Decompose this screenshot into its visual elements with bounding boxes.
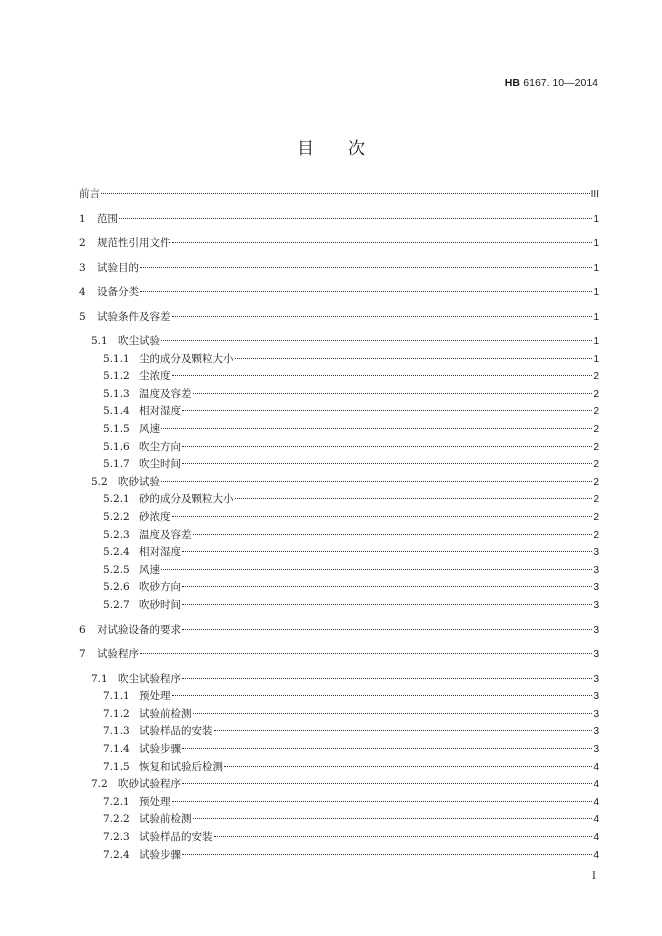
toc-entry-page: 2 [593,441,599,453]
toc-entry-page: 1 [593,262,599,274]
toc-entry-page: 4 [593,814,599,826]
toc-entry[interactable] [91,333,599,349]
toc-entry-page: 2 [593,371,599,383]
toc-entry[interactable] [103,597,599,613]
toc-entry-title: 试验步骤 [139,742,181,755]
toc-entry-page: 2 [593,424,599,435]
toc-leader-dots [172,695,593,696]
toc-leader-dots [235,498,593,499]
toc-entry-title: 砂的成分及颗粒大小 [139,493,234,506]
toc-entry-page: III [590,189,599,200]
toc-entry-title: 设备分类 [97,286,139,298]
toc-leader-dots [182,748,592,749]
toc-entry-title: 试验样品的安装 [139,830,213,843]
toc-entry-title: 预处理 [139,795,171,808]
toc-entry-page: 2 [593,406,599,418]
toc-leader-dots [182,410,592,411]
toc-entry-number: 5.2.4 [103,546,130,559]
toc-leader-dots [172,801,593,802]
toc-entry[interactable] [103,741,599,757]
toc-entry-number: 6 [79,623,86,636]
toc-entry[interactable] [103,439,599,455]
toc-leader-dots [182,604,592,605]
toc-entry[interactable] [103,759,599,775]
toc-entry-number: 7.2.4 [103,848,130,861]
toc-entry-page: 1 [593,287,599,298]
toc-leader-dots [161,340,592,341]
toc-entry-page: 3 [593,649,599,660]
toc-entry-title: 试验样品的安装 [139,725,213,738]
toc-entry-number: 3 [79,261,86,274]
toc-entry-page: 3 [593,582,599,594]
toc-entry-page: 2 [593,494,599,506]
toc-leader-dots [172,516,593,517]
toc-entry-number: 5.2.7 [103,599,130,611]
toc-entry-title: 温度及容差 [139,387,192,400]
toc-entry-number: 5.1.2 [103,370,130,383]
toc-leader-dots [214,730,593,731]
toc-leader-dots [119,218,592,219]
toc-leader-dots [193,534,593,535]
toc-entry[interactable] [103,723,599,739]
toc-leader-dots [140,267,592,268]
toc-entry-number: 5.1.6 [103,440,130,453]
toc-entry[interactable] [103,386,599,402]
toc-entry[interactable] [79,235,599,251]
toc-leader-dots [182,551,592,552]
toc-entry-number: 5.1.5 [103,423,130,435]
toc-entry-page: 4 [593,849,599,861]
toc-entry-number: 5.1 [91,335,108,347]
toc-entry[interactable] [103,811,599,827]
toc-entry-title: 尘浓度 [139,370,171,383]
toc-entry-page: 4 [593,796,599,808]
toc-entry-title: 风速 [139,423,160,435]
toc-entry-title: 吹砂方向 [139,581,181,594]
toc-entry-page: 1 [593,238,599,249]
toc-entry[interactable] [103,544,599,560]
toc-entry-page: 2 [593,388,599,400]
toc-leader-dots [172,242,593,243]
toc-entry-page: 3 [593,547,599,559]
toc-entry-page: 1 [593,213,599,225]
toc-leader-dots [182,678,592,679]
toc-entry-number: 7.1.4 [103,742,130,755]
toc-entry-number: 7.1.3 [103,725,130,738]
toc-leader-dots [235,358,593,359]
toc-entry-number: 7.1 [91,672,108,685]
document-header [505,77,598,89]
toc-entry-title: 试验条件及容差 [97,310,171,323]
toc-entry-number: 5.2.2 [103,511,130,523]
toc-leader-dots [140,653,592,654]
toc-leader-dots [182,854,592,855]
toc-entry[interactable] [79,622,599,638]
standard-number: 6167. 10—2014 [523,77,598,89]
toc-entry[interactable] [91,671,599,687]
toc-leader-dots [182,446,592,447]
toc-entry-title: 吹尘试验程序 [118,672,181,685]
toc-entry-title: 吹尘试验 [118,335,160,347]
toc-entry-number: 4 [79,286,86,298]
toc-entry-title: 前言 [79,188,100,200]
toc-entry[interactable] [103,351,599,367]
toc-entry-number: 5.1.1 [103,352,130,365]
toc-entry[interactable] [103,491,599,507]
toc-entry[interactable] [103,368,599,384]
page-title: 目次 [297,139,399,159]
toc-entry-page: 2 [593,529,599,541]
toc-entry[interactable] [103,794,599,810]
toc-leader-dots [172,316,593,317]
toc-entry-number: 5.2.1 [103,493,130,506]
toc-leader-dots [101,193,590,194]
toc-leader-dots [182,586,592,587]
toc-entry[interactable] [103,829,599,845]
toc-entry-number: 7.1.5 [103,760,130,773]
toc-entry-page: 2 [593,512,599,523]
toc-entry-page: 4 [593,831,599,843]
toc-entry-page: 1 [593,311,599,323]
toc-entry[interactable] [79,186,599,202]
toc-leader-dots [182,629,592,630]
toc-leader-dots [224,766,592,767]
toc-entry-title: 尘的成分及颗粒大小 [139,352,234,365]
toc-entry-title: 温度及容差 [139,528,192,541]
toc-entry[interactable] [103,562,599,578]
toc-entry-number: 1 [79,212,86,225]
toc-entry-page: 2 [593,459,599,471]
toc-entry-page: 1 [593,353,599,365]
toc-entry-number: 5.2.3 [103,528,130,541]
toc-entry-title: 对试验设备的要求 [97,623,181,636]
toc-entry[interactable] [103,456,599,472]
toc-entry[interactable] [103,421,599,437]
toc-entry-title: 相对湿度 [139,546,181,559]
toc-entry[interactable] [79,309,599,325]
toc-entry-number: 5.1.7 [103,458,130,471]
toc-entry-number: 5.2.6 [103,581,130,594]
toc-entry-title: 吹砂试验 [118,475,160,488]
toc-entry-page: 1 [593,336,599,347]
toc-entry-title: 试验前检测 [139,813,192,826]
toc-entry-title: 恢复和试验后检测 [139,760,223,773]
toc-entry-number: 7.2.1 [103,795,130,808]
toc-leader-dots [182,783,592,784]
toc-entry[interactable] [79,284,599,300]
toc-entry[interactable] [79,260,599,276]
toc-leader-dots [193,818,593,819]
toc-entry-title: 吹尘方向 [139,440,181,453]
toc-entry-page: 3 [593,743,599,755]
toc-leader-dots [193,713,593,714]
toc-entry-title: 砂浓度 [139,511,171,523]
toc-leader-dots [161,481,592,482]
toc-leader-dots [161,569,592,570]
toc-entry-page: 3 [593,624,599,636]
toc-entry-title: 吹砂时间 [139,599,181,611]
toc-leader-dots [172,375,593,376]
toc-leader-dots [182,463,592,464]
toc-entry[interactable] [103,509,599,525]
toc-entry-number: 7.2.3 [103,830,130,843]
toc-entry-page: 3 [593,691,599,703]
toc-entry-page: 2 [593,476,599,488]
toc-entry-title: 试验程序 [97,648,139,660]
toc-entry-title: 试验目的 [97,261,139,274]
toc-leader-dots [140,291,592,292]
toc-entry-page: 3 [593,673,599,685]
toc-entry-title: 范围 [97,212,118,225]
toc-entry[interactable] [103,527,599,543]
toc-leader-dots [161,428,592,429]
toc-entry-number: 2 [79,237,86,249]
toc-entry-title: 规范性引用文件 [97,237,171,249]
toc-entry-number: 7.1.1 [103,690,130,703]
toc-entry[interactable] [79,211,599,227]
toc-entry-page: 4 [593,761,599,773]
toc-entry[interactable] [103,403,599,419]
toc-entry-number: 7.2.2 [103,813,130,826]
toc-entry-title: 试验前检测 [139,707,192,720]
toc-entry[interactable] [103,688,599,704]
toc-entry-page: 3 [593,726,599,738]
toc-entry-page: 3 [593,708,599,720]
toc-leader-dots [193,393,593,394]
toc-entry[interactable] [103,706,599,722]
toc-entry-number: 7.1.2 [103,707,130,720]
toc-entry-number: 5.2.5 [103,563,130,576]
toc-entry-title: 试验步骤 [139,848,181,861]
toc-entry[interactable] [91,776,599,792]
toc-entry[interactable] [79,646,599,662]
toc-entry-title: 吹尘时间 [139,458,181,471]
standard-code: HB [504,77,520,89]
toc-entry-page: 4 [593,779,599,791]
toc-entry-title: 相对湿度 [139,405,181,418]
toc-entry-title: 预处理 [139,690,171,703]
toc-entry-number: 5.1.4 [103,405,130,418]
toc-entry[interactable] [103,847,599,863]
toc-entry-number: 5 [79,310,86,323]
toc-entry-page: 3 [593,564,599,576]
toc-entry-title: 吹砂试验程序 [118,778,181,791]
toc-leader-dots [214,836,593,837]
toc-entry-number: 5.2 [91,475,108,488]
page-number: I [592,871,596,882]
toc-entry[interactable] [91,474,599,490]
toc-entry[interactable] [103,579,599,595]
toc-entry-number: 7 [79,648,86,660]
toc-entry-number: 5.1.3 [103,387,130,400]
toc-entry-number: 7.2 [91,778,108,791]
toc-entry-page: 3 [593,600,599,611]
toc-entry-title: 风速 [139,563,160,576]
